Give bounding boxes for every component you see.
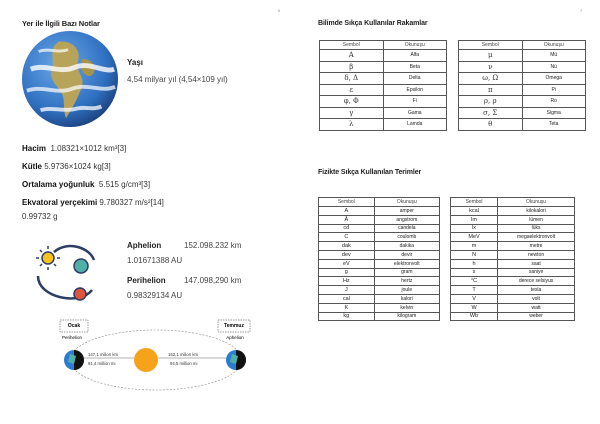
reading-cell: Beta bbox=[383, 61, 447, 73]
reading-cell: Epsilon bbox=[383, 84, 447, 96]
symbol-cell: μ bbox=[459, 50, 523, 62]
perihelion-value: 147.098,290 km bbox=[184, 276, 242, 285]
reading-cell: Teta bbox=[522, 119, 586, 131]
table-row bbox=[459, 107, 586, 119]
symbol-cell: dev bbox=[319, 250, 375, 259]
symbol-cell: π bbox=[459, 84, 523, 96]
table-row bbox=[459, 50, 586, 62]
header-symbol: Sembol bbox=[451, 198, 498, 207]
symbol-cell: T bbox=[451, 286, 498, 295]
table-row bbox=[451, 277, 575, 286]
reading-cell: kilogram bbox=[374, 312, 439, 321]
reading-cell: Ro bbox=[522, 96, 586, 108]
right-distance-km: 152,1 milion km bbox=[168, 352, 199, 357]
left-box-sub: Perihelion bbox=[61, 335, 83, 340]
table-row bbox=[451, 286, 575, 295]
table-row bbox=[451, 215, 575, 224]
header-reading: Okunuşu bbox=[374, 198, 439, 207]
greek-table-left bbox=[319, 40, 447, 131]
table-row bbox=[319, 286, 440, 295]
table-row bbox=[451, 303, 575, 312]
reading-cell: amper bbox=[374, 207, 439, 216]
symbol-cell: Wb bbox=[451, 312, 498, 321]
page-number-right: 7 bbox=[580, 8, 583, 13]
symbol-cell: s bbox=[451, 268, 498, 277]
header-reading: Okunuşu bbox=[522, 41, 586, 50]
symbol-cell: θ bbox=[459, 119, 523, 131]
table-row bbox=[320, 107, 447, 119]
physics-table-left bbox=[318, 197, 440, 321]
reading-cell: Nü bbox=[522, 61, 586, 73]
table-row bbox=[319, 215, 440, 224]
table-row bbox=[459, 84, 586, 96]
reading-cell: coulomb bbox=[374, 233, 439, 242]
symbol-cell: A bbox=[319, 207, 375, 216]
reading-cell: Delta bbox=[383, 73, 447, 85]
table-row bbox=[459, 73, 586, 85]
header-reading: Okunuşu bbox=[383, 41, 447, 50]
table-row bbox=[459, 119, 586, 131]
symbol-cell: lx bbox=[451, 224, 498, 233]
perihelion-au: 0.98329134 AU bbox=[127, 291, 183, 300]
aphelion-au: 1.01671388 AU bbox=[127, 256, 183, 265]
table-row bbox=[320, 61, 447, 73]
header-symbol: Sembol bbox=[319, 198, 375, 207]
symbol-cell: W bbox=[451, 303, 498, 312]
left-page-title: Yer ile İlgili Bazı Notlar bbox=[22, 19, 100, 28]
reading-cell: devir bbox=[374, 250, 439, 259]
reading-cell: tesla bbox=[498, 286, 575, 295]
reading-cell: gram bbox=[374, 268, 439, 277]
symbol-cell: σ, Σ bbox=[459, 107, 523, 119]
reading-cell: Lamda bbox=[383, 119, 447, 131]
reading-cell: Fi bbox=[383, 96, 447, 108]
table-row bbox=[451, 294, 575, 303]
symbol-cell: Å bbox=[319, 215, 375, 224]
symbol-cell: V bbox=[451, 294, 498, 303]
gravity-g-value: 0.99732 g bbox=[22, 212, 58, 221]
symbol-cell: cd bbox=[319, 224, 375, 233]
right-distance-mi: 94,5 million mi bbox=[170, 361, 198, 366]
table-row bbox=[319, 207, 440, 216]
reading-cell: candela bbox=[374, 224, 439, 233]
table-row bbox=[451, 233, 575, 242]
reading-cell: newton bbox=[498, 250, 575, 259]
greek-table-right bbox=[458, 40, 586, 131]
symbol-cell: m bbox=[451, 242, 498, 251]
reading-cell: hertz bbox=[374, 277, 439, 286]
reading-cell: Gama bbox=[383, 107, 447, 119]
earth-image bbox=[21, 30, 119, 128]
reading-cell: lüks bbox=[498, 224, 575, 233]
symbol-cell: φ, Φ bbox=[320, 96, 384, 108]
density-label: Ortalama yoğunluk bbox=[22, 180, 95, 189]
reading-cell: derece selsiyus bbox=[498, 277, 575, 286]
page-number-left: 6 bbox=[278, 8, 281, 13]
volume-label: Hacim bbox=[22, 144, 47, 153]
reading-cell: weber bbox=[498, 312, 575, 321]
symbol-cell: eV bbox=[319, 259, 375, 268]
symbol-cell: ν bbox=[459, 61, 523, 73]
right-box-sub: Aphelion bbox=[226, 335, 244, 340]
gravity-label: Ekvatoral yerçekimi bbox=[22, 198, 98, 207]
table-row bbox=[320, 119, 447, 131]
reading-cell: elektronvolt bbox=[374, 259, 439, 268]
symbol-cell: δ, Δ bbox=[320, 73, 384, 85]
symbol-cell: lm bbox=[451, 215, 498, 224]
reading-cell: megaelektronvolt bbox=[498, 233, 575, 242]
symbol-cell: Α bbox=[320, 50, 384, 62]
reading-cell: watt bbox=[498, 303, 575, 312]
symbol-cell: Hz bbox=[319, 277, 375, 286]
reading-cell: saniye bbox=[498, 268, 575, 277]
gravity-fact bbox=[22, 198, 164, 207]
table-row bbox=[320, 96, 447, 108]
symbol-cell: ρ, ρ bbox=[459, 96, 523, 108]
aphelion-label: Aphelion bbox=[127, 241, 162, 250]
symbol-cell: N bbox=[451, 250, 498, 259]
symbol-cell: cal bbox=[319, 294, 375, 303]
reading-cell: Mü bbox=[522, 50, 586, 62]
age-value: 4,54 milyar yıl (4,54×109 yıl) bbox=[127, 75, 228, 84]
sun-marker bbox=[134, 348, 158, 372]
table-row bbox=[319, 312, 440, 321]
symbol-cell: β bbox=[320, 61, 384, 73]
reading-cell: saat bbox=[498, 259, 575, 268]
table-row bbox=[451, 207, 575, 216]
density-value: 5.515 g/cm³[3] bbox=[98, 180, 151, 189]
right-box-title: Temmuz bbox=[224, 323, 244, 329]
reading-cell: volt bbox=[498, 294, 575, 303]
table-row bbox=[451, 259, 575, 268]
reading-cell: Pi bbox=[522, 84, 586, 96]
table-row bbox=[319, 268, 440, 277]
table-row bbox=[319, 242, 440, 251]
reading-cell: dakika bbox=[374, 242, 439, 251]
symbol-cell: ε bbox=[320, 84, 384, 96]
symbol-cell: C bbox=[319, 233, 375, 242]
mass-label: Kütle bbox=[22, 162, 42, 171]
symbol-cell: MeV bbox=[451, 233, 498, 242]
table-row bbox=[451, 268, 575, 277]
symbol-cell: J bbox=[319, 286, 375, 295]
table-row bbox=[451, 250, 575, 259]
symbol-cell: γ bbox=[320, 107, 384, 119]
header-reading: Okunuşu bbox=[498, 198, 575, 207]
volume-value: 1.08321×1012 km³[3] bbox=[50, 144, 127, 153]
left-distance-km: 147,1 milion km bbox=[88, 352, 119, 357]
physics-section-title: Fizikte Sıkça Kullanılan Terimler bbox=[318, 169, 422, 176]
table-row bbox=[320, 73, 447, 85]
table-row bbox=[319, 294, 440, 303]
symbol-cell: °C bbox=[451, 277, 498, 286]
symbol-cell: K bbox=[319, 303, 375, 312]
table-row bbox=[320, 50, 447, 62]
table-row bbox=[319, 259, 440, 268]
table-row bbox=[459, 96, 586, 108]
symbol-cell: kcal bbox=[451, 207, 498, 216]
symbol-cell: ω, Ω bbox=[459, 73, 523, 85]
table-row bbox=[451, 312, 575, 321]
left-distance-mi: 91,4 million mi bbox=[88, 361, 116, 366]
symbol-cell: dak bbox=[319, 242, 375, 251]
left-box-title: Ocak bbox=[67, 323, 81, 329]
reading-cell: Sigma bbox=[522, 107, 586, 119]
greek-section-title: Bilimde Sıkça Kullanılar Rakamlar bbox=[318, 20, 428, 27]
aphelion-value: 152.098.232 km bbox=[184, 241, 242, 250]
reading-cell: lümen bbox=[498, 215, 575, 224]
reading-cell: joule bbox=[374, 286, 439, 295]
mass-value: 5.9736×1024 kg[3] bbox=[44, 162, 111, 171]
reading-cell: Omega bbox=[522, 73, 586, 85]
density-fact bbox=[22, 180, 150, 189]
table-row bbox=[319, 277, 440, 286]
mass-fact bbox=[22, 162, 111, 171]
header-symbol: Sembol bbox=[459, 41, 523, 50]
reading-cell: kelvin bbox=[374, 303, 439, 312]
perihelion-label: Perihelion bbox=[127, 276, 166, 285]
table-row bbox=[319, 250, 440, 259]
volume-fact bbox=[22, 144, 126, 153]
symbol-cell: kg bbox=[319, 312, 375, 321]
table-row bbox=[319, 224, 440, 233]
table-row bbox=[451, 224, 575, 233]
reading-cell: kilokalori bbox=[498, 207, 575, 216]
table-row bbox=[319, 233, 440, 242]
orbit-icon bbox=[28, 236, 108, 306]
table-row bbox=[320, 84, 447, 96]
earth-orbit-diagram bbox=[58, 318, 254, 398]
header-symbol: Sembol bbox=[320, 41, 384, 50]
reading-cell: kalori bbox=[374, 294, 439, 303]
gravity-value: 9.780327 m/s²[14] bbox=[99, 198, 164, 207]
reading-cell: Alfa bbox=[383, 50, 447, 62]
reading-cell: angstrom bbox=[374, 215, 439, 224]
physics-table-right bbox=[450, 197, 575, 321]
symbol-cell: g bbox=[319, 268, 375, 277]
reading-cell: metre bbox=[498, 242, 575, 251]
table-row bbox=[459, 61, 586, 73]
table-row bbox=[451, 242, 575, 251]
symbol-cell: λ bbox=[320, 119, 384, 131]
table-row bbox=[319, 303, 440, 312]
age-label: Yaşı bbox=[127, 58, 144, 67]
symbol-cell: h bbox=[451, 259, 498, 268]
